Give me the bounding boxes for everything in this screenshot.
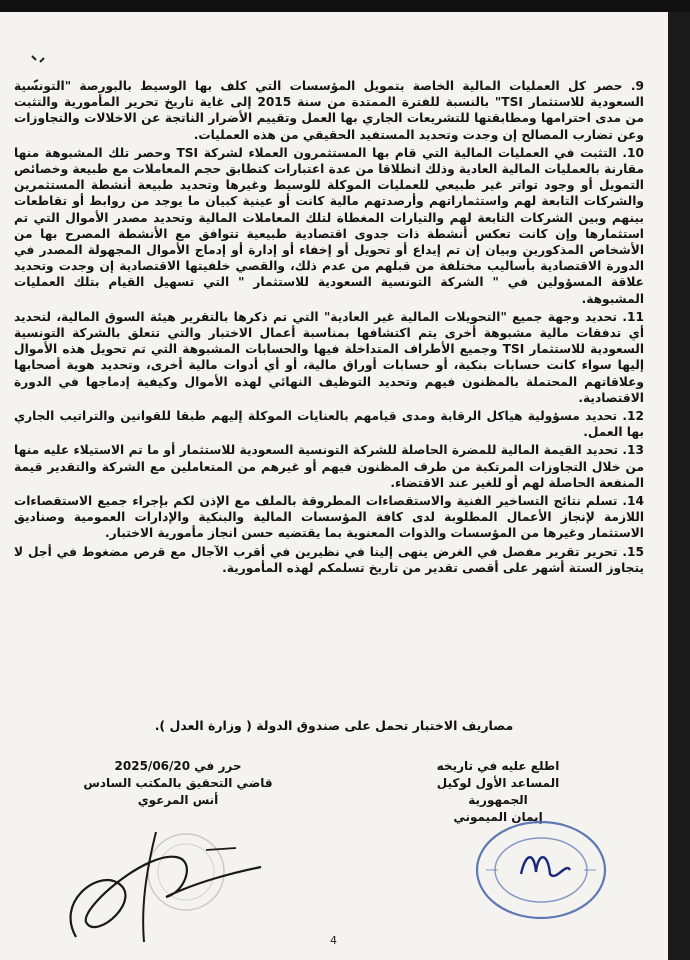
- list-item: [14, 78, 644, 143]
- item-number: 12.: [622, 409, 644, 424]
- document-page: [0, 12, 668, 960]
- item-number: 14.: [622, 494, 644, 509]
- list-item: [14, 145, 644, 307]
- item-number: 9.: [630, 79, 644, 93]
- official-stamp: [466, 812, 616, 932]
- expenses-note: مصاريف الاختبار تحمل على صندوق الدولة ( وزارة العدل ).: [154, 718, 514, 733]
- item-text: تحديد مسؤولية هياكل الرقابة ومدى قيامهم بالعنايات الموكلة إليهم طبقا للقوانين والتراتيب الجاري بها العمل.: [14, 409, 644, 440]
- item-text: حصر كل العمليات المالية الخاصة بتمويل المؤسسات التي كلف بها الوسيط بالبورصة "التونسية السعودية للاستثمار TSI" بالنسبة للفترة الممتدة من سنة 2015 إلى غاية تاريخ تحرير المأمورية والتثبت من مدى احترامها ومطابقتها للتشريعات الجاري بها العمل وتقييم الأضرار الناتجة عن الاخلالات والتجاوزات وعن تضارب المصالح إن وجدت وتحديد المستفيد الحقيقي من هذه العمليات.: [14, 79, 644, 142]
- list-item: [14, 493, 644, 542]
- item-text: تحديد وجهة جميع "التحويلات المالية غير العادية" التي تم ذكرها بالتقرير هيئة السوق المالية، لتحديد أي تدفقات مالية مشبوهة أخرى يتم اكتشافها بمناسبة أعمال الاختبار والتي تتعلق بالشركة التونسية السعودية للاستثمار TSI وجميع الأطراف المتداخلة فيها والحسابات المشبوهة التي تم تحويل هذه الأموال إليها سواء كانت حسابات بنكية، أو حسابات أوراق مالية، أو أي أدوات مالية أخرى، وتحديد هوية أصحابها وعلاقاتهم المحتملة بالمظنون فيهم وتحديد التوظيف النهائي لهذه الأموال وكيفية إدماجها في الدورة الاقتصادية.: [14, 309, 644, 405]
- handwritten-signature-left: [36, 812, 286, 952]
- signature-note: اطلع عليه في تاريخه: [436, 759, 560, 773]
- item-number: 13.: [622, 443, 644, 458]
- list-item: [14, 408, 644, 440]
- item-number: 10.: [622, 145, 644, 160]
- list-item: [14, 442, 644, 491]
- signature-date: حرر في 2025/06/20: [114, 759, 242, 773]
- item-text: تحرير تقرير مفصل في الغرض ينهى إلينا في نظيرين في أقرب الآجال مع قرص مضغوط في أجل لا يتجاوز الستة أشهر على أقصى تقدير من تاريخ تسلمكم لهذه المأمورية.: [14, 544, 644, 575]
- top-dark-border: [0, 0, 690, 12]
- investigating-judge-signature-block: [78, 758, 278, 809]
- signature-title: المساعد الأول لوكيل الجمهورية: [436, 776, 560, 807]
- item-number: 15.: [622, 544, 644, 559]
- mission-items: [14, 78, 644, 578]
- signature-name: أنس المرعوي: [137, 793, 219, 807]
- page-number: 4: [330, 934, 337, 947]
- signature-title: قاضي التحقيق بالمكتب السادس: [83, 776, 273, 790]
- list-item: [14, 309, 644, 406]
- item-number: 11.: [622, 309, 644, 324]
- list-item: [14, 544, 644, 576]
- item-text: تحديد القيمة المالية للمضرة الحاصلة للشركة التونسية السعودية للاستثمار أو ما تم الاستيلاء عليه منها من خلال التجاوزات المرتكبة من طرف المظنون فيهم أو غيرهم من المتعاملين مع الشركة والتقدير قيمة المنفعة الحاصلة لهم أو للغير عند الاقتضاء.: [14, 443, 644, 490]
- item-text: التثبت في العمليات المالية التي قام بها المستثمرون العملاء لشركة TSI وحصر تلك المشبوهة منها مقارنة بالعمليات المالية العادية وذلك انطلاقا من عدة اعتبارات كتطابق حجم المعاملات مع طبيعة وخصائص التمويل أو وجود تواتر غير طبيعي للعمليات الموكلة للوسيط وغيرها وتحديد طبيعة أنشطة المستثمرين والشركات التابعة لهم واستثماراتهم وأرصدتهم مالية كانت أو عينية كبيان ما يوجد من روابط أو تقاطعات بينهم وبين الشركات التابعة لهم والتيارات المغطاة لتلك المعاملات المالية وتحديد مصدر الأموال التي تم استثمارها وإن كانت تعكس أنشطة ذات جدوى اقتصادية طبيعية تتوافق مع الأنشطة المصرح بها من الأشخاص المذكورين وبيان إن تم إيداع أو تحويل أو إخفاء أو إدارة أو إدماج الأموال المجهولة المصدر في الدورة الاقتصادية بأساليب مختلفة من قبلهم من عدم ذلك، والقصي خلفيتها الاقتصادية إن وجدت وتحديد علاقة المسؤولين في " الشركة التونسية السعودية للاستثمار " التي تسهيل القيام بتلك العمليات المشبوهة.: [14, 145, 644, 306]
- signature-name: إيمان الميموني: [453, 810, 543, 824]
- item-text: تسلم نتائج التساخير الفنية والاستقصاءات المطروقة بالملف مع الإذن لكم بإجراء جميع الاستقصاءات اللازمة لإنجاز الأعمال المطلوبة لدى كافة المؤسسات المالية والبنكية والإدارات العمومية وصناديق الاستثمار وغيرها من المؤسسات والذوات المعنوية بما يقتضيه حسن انجاز مأمورية الاختبار.: [14, 494, 644, 541]
